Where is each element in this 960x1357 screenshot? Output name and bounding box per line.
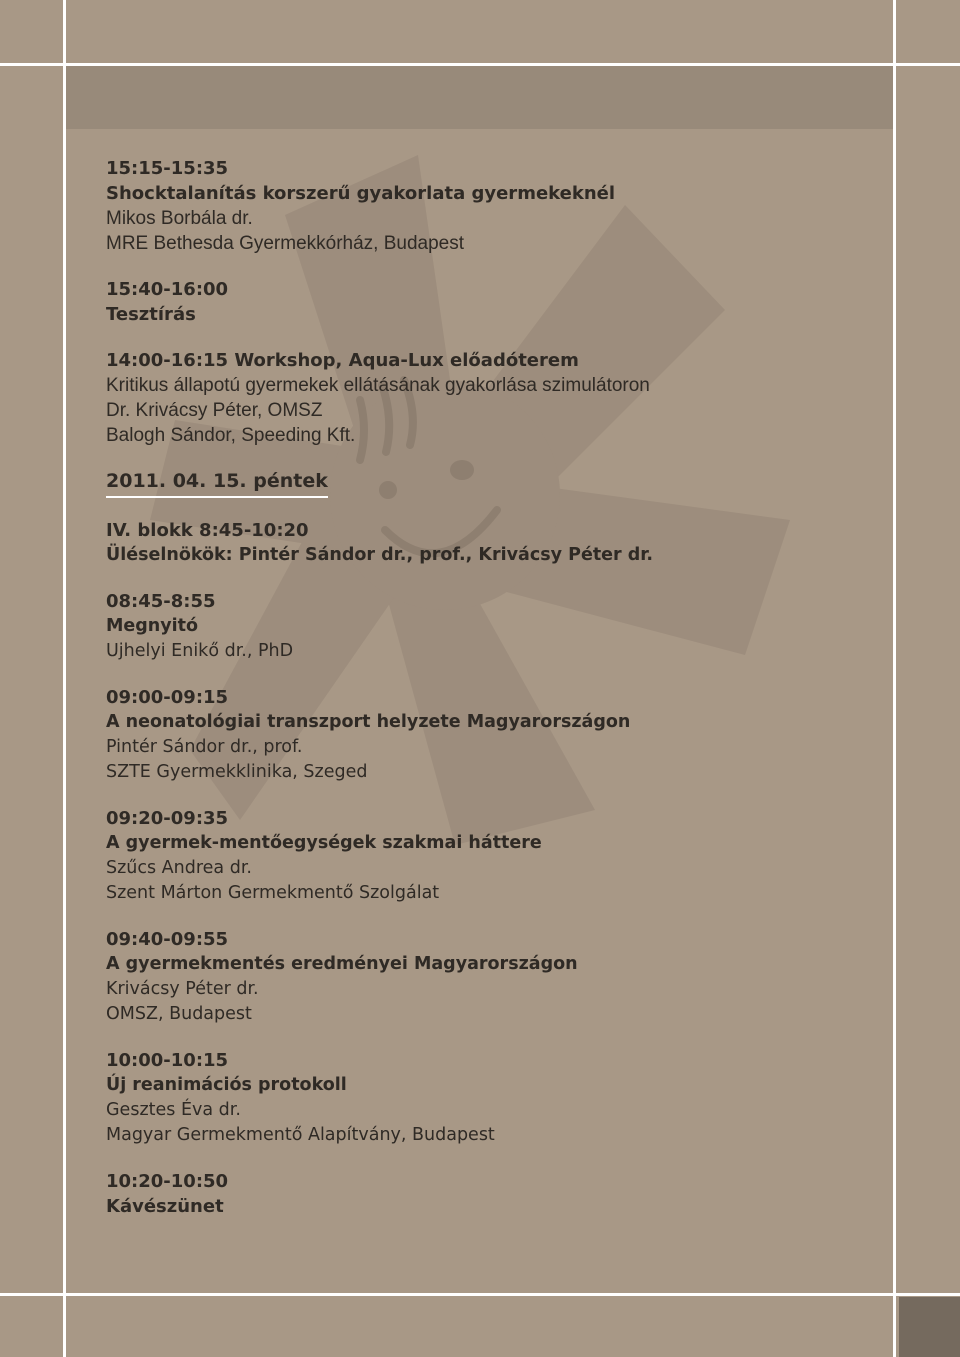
session-speaker: Ujhelyi Enikő dr., PhD xyxy=(106,641,294,661)
session-title: Új reanimációs protokoll xyxy=(106,1075,347,1095)
block-header xyxy=(106,518,866,568)
session-title: Kritikus állapotú gyermekek ellátásának gyakorlása szimulátoron xyxy=(106,375,650,396)
session-title: Megnyitó xyxy=(106,616,199,636)
session-item xyxy=(106,1169,866,1219)
session-title: A gyermek-mentőegységek szakmai háttere xyxy=(106,833,542,853)
session-time: 09:00-09:15 xyxy=(106,687,229,708)
session-speaker: Krivácsy Péter dr. xyxy=(106,979,259,999)
session-time: 09:40-09:55 xyxy=(106,929,229,950)
session-title: A neonatológiai transzport helyzete Magyarországon xyxy=(106,712,631,732)
session-time: 10:20-10:50 xyxy=(106,1171,229,1192)
session-affiliation: Szent Márton Germekmentő Szolgálat xyxy=(106,883,440,903)
block-chairs: Üléselnökök: Pintér Sándor dr., prof., Krivácsy Péter dr. xyxy=(106,545,654,565)
session-speaker: Pintér Sándor dr., prof. xyxy=(106,737,303,757)
session-title: Kávészünet xyxy=(106,1196,224,1217)
session-affiliation: SZTE Gyermekklinika, Szeged xyxy=(106,762,368,782)
session-item xyxy=(106,156,866,256)
session-affiliation: Balogh Sándor, Speeding Kft. xyxy=(106,425,356,446)
session-time: 15:40-16:00 xyxy=(106,279,229,300)
session-item xyxy=(106,348,866,448)
session-time: 08:45-8:55 xyxy=(106,591,216,612)
session-item xyxy=(106,277,866,327)
session-affiliation: OMSZ, Budapest xyxy=(106,1004,252,1024)
session-time: 14:00-16:15 Workshop, Aqua-Lux előadóterem xyxy=(106,350,579,371)
session-speaker: Szűcs Andrea dr. xyxy=(106,858,252,878)
session-time: 10:00-10:15 xyxy=(106,1050,229,1071)
session-affiliation: Magyar Germekmentő Alapítvány, Budapest xyxy=(106,1125,495,1145)
session-time: 09:20-09:35 xyxy=(106,808,229,829)
session-time: 15:15-15:35 xyxy=(106,158,229,179)
session-affiliation: MRE Bethesda Gyermekkórház, Budapest xyxy=(106,233,465,254)
program-content xyxy=(106,156,866,1240)
session-title: Shocktalanítás korszerű gyakorlata gyermekeknél xyxy=(106,183,616,204)
session-item xyxy=(106,589,866,664)
session-speaker: Dr. Krivácsy Péter, OMSZ xyxy=(106,400,323,421)
session-title: Tesztírás xyxy=(106,304,196,325)
session-speaker: Gesztes Éva dr. xyxy=(106,1100,241,1120)
session-item xyxy=(106,1048,866,1148)
session-item xyxy=(106,806,866,906)
day-date-heading: 2011. 04. 15. péntek xyxy=(106,469,328,498)
session-item xyxy=(106,685,866,785)
block-title: IV. blokk 8:45-10:20 xyxy=(106,520,309,541)
session-item xyxy=(106,927,866,1027)
session-title: A gyermekmentés eredményei Magyarországon xyxy=(106,954,578,974)
session-speaker: Mikos Borbála dr. xyxy=(106,208,253,229)
